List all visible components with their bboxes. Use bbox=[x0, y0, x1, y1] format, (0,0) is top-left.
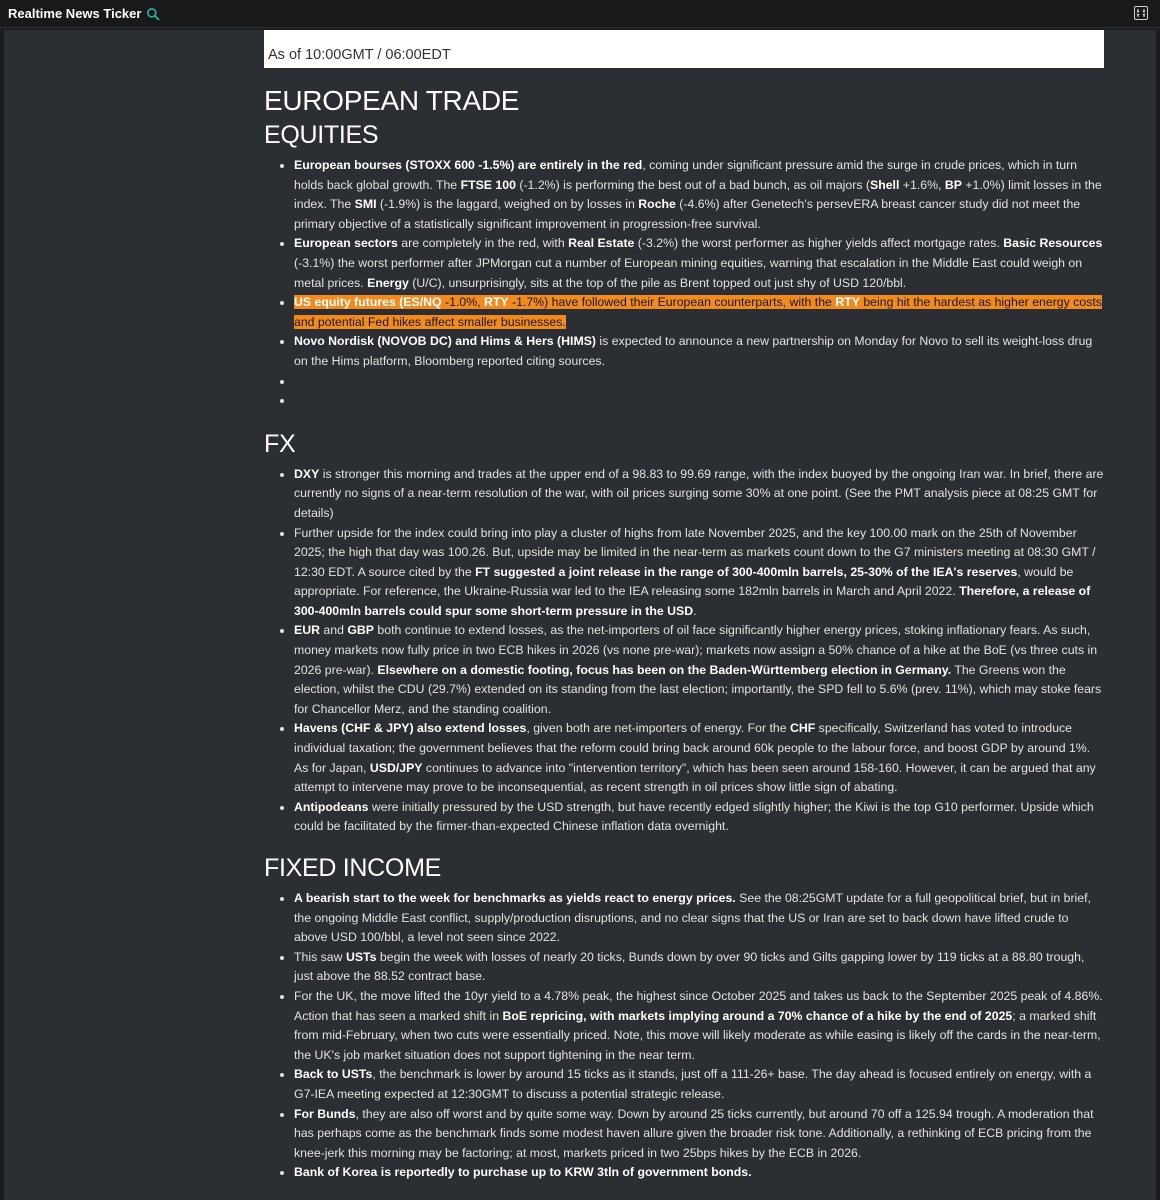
list-item bbox=[294, 156, 1104, 234]
list-item bbox=[294, 719, 1104, 797]
body-text: were initially pressured by the USD strength, but have recently edged slightly higher; the Kiwi is the top G10 performer. Upside which could be facilitated by the firmer-than-expected Chinese inflation data overnight. bbox=[294, 799, 1094, 834]
expand-button[interactable] bbox=[1134, 6, 1148, 20]
body-text: (-4.6%) after Genetech's persevERA breast cancer study did not meet the primary objective of a statistically significant improvement in progression-free survival. bbox=[294, 197, 1081, 231]
search-icon[interactable] bbox=[146, 7, 160, 21]
bold-text: USTs bbox=[345, 949, 377, 964]
list-item bbox=[294, 1065, 1104, 1104]
bold-text: Real Estate bbox=[568, 236, 635, 251]
bold-text: Roche bbox=[638, 197, 676, 212]
app-title bbox=[8, 6, 160, 21]
body-text: and bbox=[319, 623, 348, 638]
bold-text: RTY bbox=[835, 295, 860, 310]
body-text: This saw bbox=[294, 949, 346, 964]
body-text: , would be appropriate. For reference, the Ukraine-Russia war led to the IEA releasing some 182mln barrels in March and April 2022. bbox=[294, 564, 1074, 599]
bold-text: Elsewhere on a domestic footing, focus has been on the Baden-Württemberg election in Germany. bbox=[377, 662, 952, 677]
fixed-income-heading: FIXED INCOME bbox=[264, 854, 441, 882]
body-text: is expected to announce a new partnership on Monday for Novo to sell its weight-loss drug on the Hims platform, Bloomberg reported citing sources. bbox=[294, 334, 1093, 368]
bold-text: GBP bbox=[347, 623, 374, 638]
as-of-text: As of 10:00GMT / 06:00EDT bbox=[268, 47, 451, 63]
bold-text: FTSE 100 bbox=[460, 177, 516, 192]
section-title: EUROPEAN TRADE bbox=[264, 85, 520, 116]
list-item bbox=[294, 1163, 1104, 1183]
body-text: (-1.2%) is performing the best out of a bad bunch, as oil majors ( bbox=[515, 177, 870, 192]
body-text: , they are also off worst and by quite some way. Down by around 25 ticks currently, but around 70 off a 125.94 trough. A moderation that has perhaps come as the benchmark finds some modest haven allure given the broader risk tone. Additionally, a rethinking of ECB pricing from the knee-jerk this morning may be factoring; at most, markets priced in two 25bps hikes by the ECB in 2026. bbox=[294, 1106, 1094, 1160]
body-text: +1.6%, bbox=[899, 177, 945, 192]
bold-text: SMI bbox=[354, 197, 377, 212]
body-text: are completely in the red, with bbox=[397, 236, 569, 251]
news-panel[interactable] bbox=[4, 30, 1156, 1200]
bold-text: BP bbox=[944, 177, 962, 192]
bold-text: FT suggested a joint release in the range of 300-400mln barrels, 25-30% of the IEA's reserves bbox=[475, 564, 1018, 579]
bold-text: DXY bbox=[294, 466, 320, 481]
body-text: ; a marked shift from mid-February, when two cuts were essentially priced. Note, this move will likely moderate as while easing is likely off the cards in the near-term, the UK's job market situation does not support tightening in the near term. bbox=[294, 1008, 1101, 1062]
body-text: -1.7%) have followed their European counterparts, with the bbox=[508, 295, 836, 310]
as-of-banner bbox=[264, 30, 1104, 68]
body-text: The Greens won the election, whilst the CDU (29.7%) extended on its standing from the last election; importantly, the SPD fell to 5.6% (prev. 11%), which may stoke fears for Chancellor Merz, and the standing coalition. bbox=[294, 662, 1102, 716]
list-item bbox=[294, 948, 1104, 987]
bold-text: Antipodeans bbox=[294, 799, 369, 814]
body-text: Further upside for the index could bring into play a cluster of highs from late November 2025, and the key 100.00 mark on the 25th of November 2025; the high that day was 100.26. But, upside may be limited in the near-term as markets count down to the G7 ministers meeting at 08:30 GMT / 12:30 EDT. A source cited by the bbox=[294, 525, 1096, 579]
body-text: (-3.2%) the worst performer as higher yields affect mortgage rates. bbox=[634, 236, 1004, 251]
body-text: (-1.9%) is the laggard, weighed on by losses in bbox=[376, 197, 639, 212]
bold-text: Therefore, a release of 300-400mln barrels could spur some short-term pressure in the USD bbox=[294, 584, 1091, 618]
list-item bbox=[294, 987, 1104, 1065]
bold-text: RTY bbox=[483, 295, 509, 310]
fx-list bbox=[264, 465, 1104, 837]
body-text: specifically, Switzerland has voted to introduce individual taxation; the government believes that the reform could bring back around 60k people to the labour force, and boost GDP by around 1%. As for Japan, bbox=[294, 721, 1091, 775]
list-item bbox=[294, 234, 1104, 293]
news-content bbox=[264, 30, 1104, 1183]
body-text: (-3.1%) the worst performer after JPMorgan cut a number of European mining equities, warning that escalation in the Middle East could weigh on metal prices. bbox=[294, 255, 1083, 290]
bold-text: Novo Nordisk (NOVOB DC) and Hims & Hers (HIMS) bbox=[294, 334, 596, 349]
body-text: , the benchmark is lower by around 15 ticks as it stands, just off a 111-26+ base. The day ahead is focused entirely on energy, with a G7-IEA meeting expected at 12:30GMT to discuss a potential strategic release. bbox=[294, 1067, 1092, 1101]
app-title-text: Realtime News Ticker bbox=[8, 6, 142, 21]
empty-list-item bbox=[294, 391, 1104, 411]
bold-text: For Bunds bbox=[294, 1106, 356, 1121]
body-text: continues to advance into "intervention territory", which has been seen around 158-160. However, it can be argued that any attempt to intervene may prove to be inconsequential, as recent strength in oil prices show little sign of abating. bbox=[294, 760, 1096, 795]
list-item bbox=[294, 798, 1104, 837]
bold-text: Basic Resources bbox=[1003, 236, 1103, 251]
list-item bbox=[294, 465, 1104, 524]
empty-list-item bbox=[294, 372, 1104, 392]
body-text: begin the week with losses of nearly 20 ticks, Bunds down by over 90 ticks and Gilts gapping lower by 119 ticks at a 88.80 trough, just above the 88.52 contract base. bbox=[294, 949, 1085, 984]
highlighted-text[interactable] bbox=[294, 295, 1102, 329]
body-text: For the UK, the move lifted the 10yr yield to a 4.78% peak, the highest since October 2025 and takes us back to the September 2025 peak of 4.86%. Action that has seen a marked shift in bbox=[294, 988, 1103, 1023]
fx-heading: FX bbox=[264, 429, 296, 458]
body-text: , coming under significant pressure amid the surge in crude prices, which in turn holds back global growth. The bbox=[294, 158, 1078, 192]
body-text: , given both are net-importers of energy. For the bbox=[526, 721, 790, 736]
body-text: is stronger this morning and trades at the upper end of a 98.83 to 99.69 range, with the index buoyed by the ongoing Iran war. In brief, there are currently no signs of a near-term resolution of the war, with oil prices surging some 30% at one point. (See the PMT analysis piece at 08:25 GMT for details) bbox=[294, 466, 1104, 520]
bold-text: European sectors bbox=[294, 236, 398, 251]
list-item bbox=[294, 524, 1104, 622]
bold-text: EUR bbox=[294, 623, 320, 638]
bold-text: Back to USTs bbox=[294, 1067, 373, 1082]
bold-text: Shell bbox=[870, 177, 900, 192]
list-item bbox=[294, 621, 1104, 719]
list-item bbox=[294, 1105, 1104, 1164]
list-item bbox=[294, 332, 1104, 371]
body-text: being hit the hardest as higher energy costs and potential Fed hikes affect smaller businesses. bbox=[294, 295, 1102, 329]
equities-heading: EQUITIES bbox=[264, 121, 379, 149]
bold-text: European bourses (STOXX 600 -1.5%) are entirely in the red bbox=[294, 158, 643, 172]
body-text: +1.0%) limit losses in the index. The bbox=[294, 177, 1102, 212]
bold-text: BoE repricing, with markets implying around a 70% chance of a hike by the end of 2025 bbox=[502, 1008, 1013, 1023]
bold-text: US equity futures (ES/NQ bbox=[294, 295, 442, 310]
list-item bbox=[294, 889, 1104, 948]
body-text: See the 08:25GMT update for a full geopolitical brief, but in brief, the ongoing Middle East conflict, supply/production disruptions, and no clear signs that the US or Iran are set to back down have lifted crude to above USD 100/bbl, a level not seen since 2022. bbox=[294, 891, 1091, 945]
bold-text: CHF bbox=[789, 721, 816, 736]
bold-text: Havens (CHF & JPY) also extend losses bbox=[294, 721, 527, 736]
expand-icon bbox=[1136, 8, 1146, 18]
bold-text: USD/JPY bbox=[369, 760, 423, 775]
body-text: both continue to extend losses, as the net-importers of oil face significantly higher energy prices, stoking inflationary fears. As such, money markets now fully price in two ECB hikes in 2026 (vs none pre-war); markets now assign a 50% chance of a hike at the BoE (vs three cuts in 2026 pre-war). bbox=[294, 623, 1098, 677]
title-bar bbox=[0, 0, 1160, 28]
equities-list bbox=[264, 156, 1104, 411]
list-item-highlighted bbox=[294, 293, 1104, 332]
bold-text: Bank of Korea is reportedly to purchase up to KRW 3tln of government bonds. bbox=[294, 1165, 752, 1180]
fixed-income-list bbox=[264, 889, 1104, 1183]
bold-text: A bearish start to the week for benchmarks as yields react to energy prices. bbox=[294, 891, 736, 905]
body-text: . bbox=[693, 603, 697, 618]
body-text: (U/C), unsurprisingly, sits at the top of the pile as Brent topped out just shy of USD 120/bbl. bbox=[408, 275, 907, 290]
body-text: -1.0%, bbox=[441, 295, 484, 310]
bold-text: Energy bbox=[367, 275, 409, 290]
